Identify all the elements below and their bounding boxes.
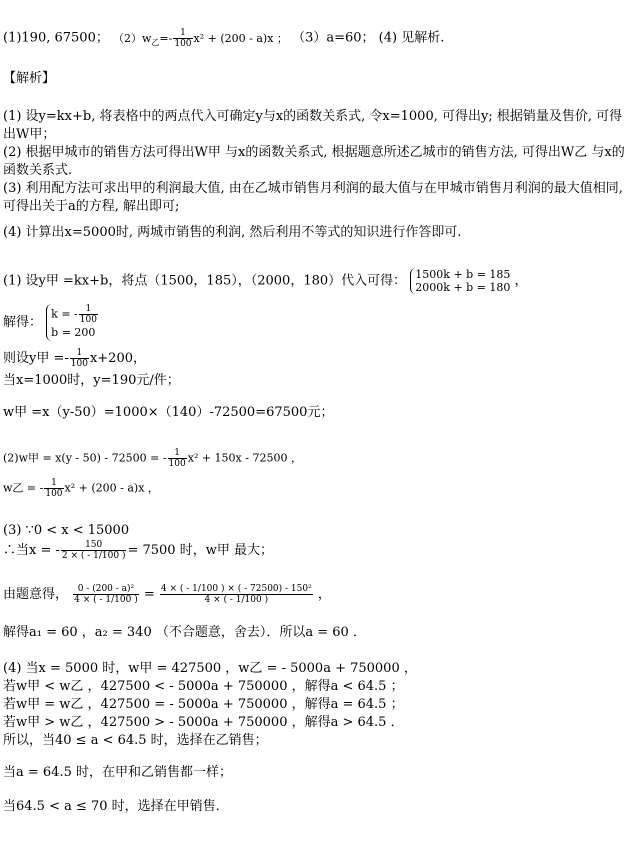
answer-part4: (4) 见解析.	[378, 30, 445, 46]
sol1-solution-system: k = - $\frac{1}{100}$ b = 200	[46, 304, 99, 341]
sol1-function: 则设y甲 =- $\frac{1}{100}$ x+200，	[3, 348, 146, 369]
answer-part1: (1)190, 67500；	[3, 30, 109, 46]
sol3-vertex: ∴当x = - $\frac{150}{2 \times ( - 1/100 )}$ = 7500 时，w甲 最大；	[3, 540, 273, 561]
analysis-para-1: (1) 设y=kx+b, 将表格中的两点代入可确定y与x的函数关系式, 令x=1000, 可得出y; 根据销量及售价, 可得出W甲；	[3, 109, 623, 142]
sol1-intro: (1) 设y甲 =kx+b，将点（1500，185），（2000，180）代入可得： 1500k + b = 185 2000k + b = 180 ，	[3, 268, 528, 294]
sol4-line-6: 当a = 64.5 时，在甲和乙销售都一样；	[3, 765, 232, 780]
analysis-heading: 【解析】	[3, 71, 56, 86]
sol1-when: 当x=1000时，y=190元/件；	[3, 373, 180, 388]
answer-part2: $(2)w_乙=-$ $\frac{1}{100}$ x² + (200 - a)x ；	[113, 28, 288, 49]
sol3-result: 解得a₁ = 60 ，a₂ = 340 （不合题意，舍去）．所以a = 60 ．	[3, 625, 366, 640]
sol1-system: 1500k + b = 185 2000k + b = 180	[410, 268, 510, 294]
analysis-para-3: (3) 利用配方法可求出甲的利润最大值, 由在乙城市销售月利润的最大值与在甲城市销售月利润的最大值相同, 可得出关于a的方程, 解出即可;	[3, 181, 623, 214]
sol3-condition: (3) ∵0 < x < 15000	[3, 523, 130, 538]
analysis-para-2: (2) 根据甲城市的销售方法可得出W甲 与x的函数关系式, 根据题意所述乙城市的销售方法, 可得出W乙 与x的函数关系式.	[3, 145, 625, 178]
sol4-line-1: (4) 当x = 5000 时，w甲 = 427500 ，w乙 = - 5000a + 750000 ，	[3, 661, 417, 676]
sol4-line-7: 当64.5 < a ≤ 70 时，选择在甲销售．	[3, 799, 229, 814]
sol4-line-5: 所以，当40 ≤ a < 64.5 时，选择在乙销售；	[3, 733, 268, 748]
sol2-w-yi: w乙 = - $\frac{1}{100}$ x² + (200 - a)x ，	[3, 478, 159, 499]
sol1-solve: 解得： k = - $\frac{1}{100}$ b = 200	[3, 304, 97, 339]
sol4-line-3: 若w甲 = w乙 ，427500 = - 5000a + 750000 ，解得a = 64.5 ；	[3, 697, 404, 712]
analysis-para-4: (4) 计算出x=5000时, 两城市销售的利润, 然后利用不等式的知识进行作答即可.	[3, 225, 462, 240]
sol4-line-4: 若w甲 > w乙 ，427500 > - 5000a + 750000 ，解得a > 64.5 ．	[3, 715, 404, 730]
answer-line	[3, 28, 626, 52]
sol2-w-jia: (2)w甲 = x(y - 50) - 72500 = - $\frac{1}{100}$ x² + 150x - 72500 ，	[3, 448, 302, 469]
sol3-equation: 由题意得， $\frac{\text{0 - (200 - a)²}}{4 \times ( - 1/100 )}$ = $\frac{\text{4 × ( - 1/100 ) × ( - 72500) - 150²}}{4 \times ( - 1/100 )}$ ，	[3, 584, 331, 605]
sol4-line-2: 若w甲 < w乙 ，427500 < - 5000a + 750000 ，解得a < 64.5 ；	[3, 679, 404, 694]
sol1-w: w甲 =x（y-50）=1000×（140）-72500=67500元；	[3, 405, 334, 420]
answer-part3: （3）a=60；	[292, 30, 375, 46]
